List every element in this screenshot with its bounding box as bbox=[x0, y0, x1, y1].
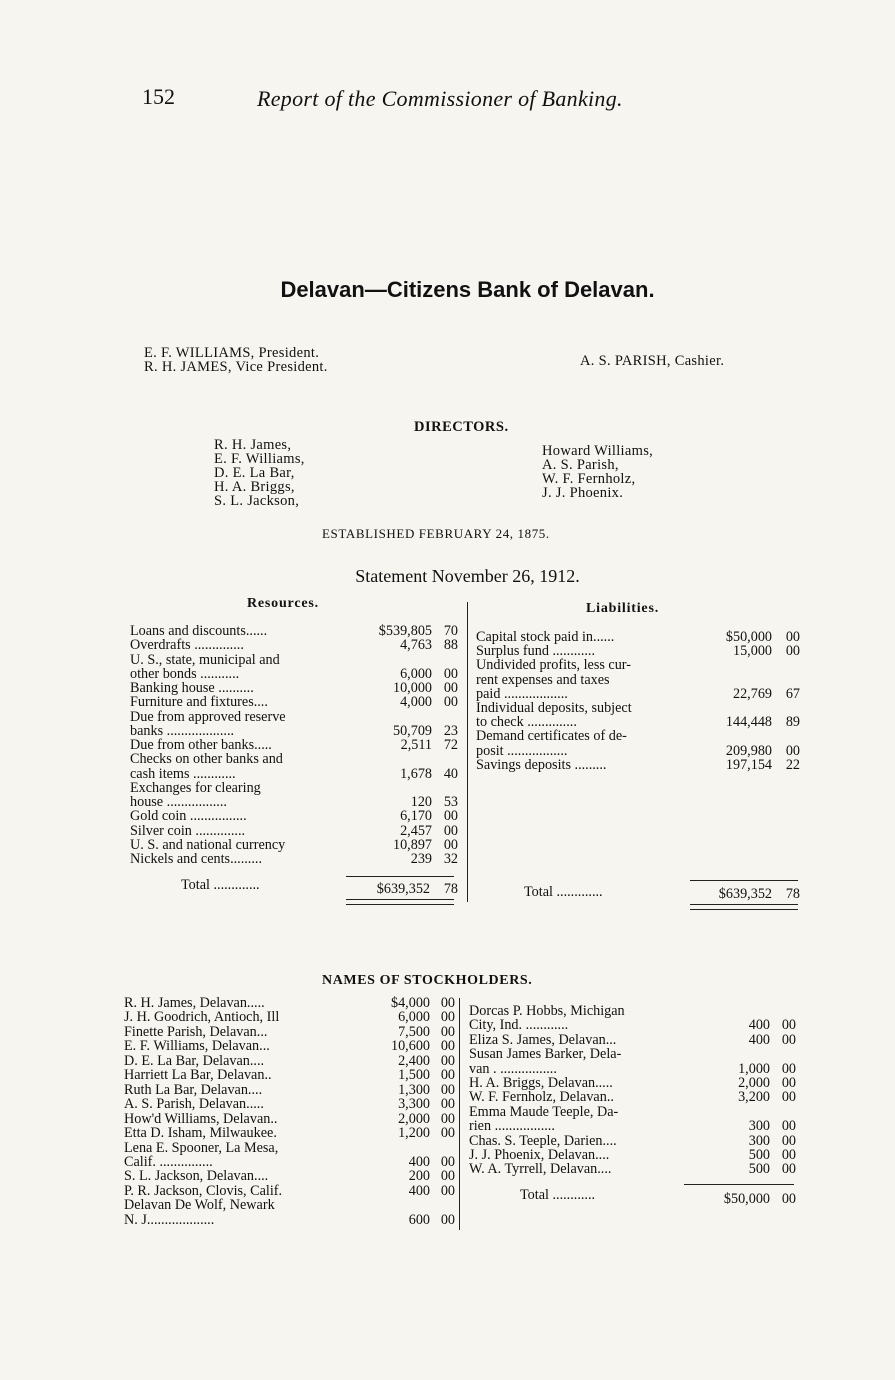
resources-heading: Resources. bbox=[247, 596, 319, 611]
resource-label: U. S. and national currency bbox=[130, 836, 286, 853]
liabilities-heading: Liabilities. bbox=[586, 601, 659, 616]
liability-row bbox=[0, 673, 895, 687]
resource-row bbox=[0, 809, 895, 823]
stockholders-total-amount: $50,000 bbox=[723, 1191, 770, 1207]
resources-total-double-rule bbox=[346, 899, 454, 905]
resource-label: Due from approved reserve bbox=[130, 708, 286, 725]
stockholder-name: Ruth La Bar, Delavan.... bbox=[124, 1081, 263, 1098]
stockholder-name: E. F. Williams, Delavan... bbox=[124, 1038, 270, 1055]
amount-dollars: 10,600 bbox=[390, 1038, 430, 1055]
liabilities-sum-rule bbox=[690, 880, 798, 881]
stockholder-name: Lena E. Spooner, La Mesa, bbox=[124, 1139, 279, 1156]
stockholder-row bbox=[0, 1213, 895, 1227]
resource-label: Silver coin .............. bbox=[130, 822, 246, 839]
amount-dollars: 120 bbox=[410, 794, 432, 810]
amount-cents: 32 bbox=[443, 851, 458, 867]
amount-dollars: 2,457 bbox=[400, 822, 432, 839]
amount-dollars: 1,000 bbox=[738, 1060, 770, 1077]
stockholder-row bbox=[0, 1162, 895, 1176]
resource-label: Due from other banks..... bbox=[130, 737, 272, 753]
stockholder-row bbox=[0, 1076, 895, 1090]
liabilities-total-label: Total ............. bbox=[524, 884, 603, 900]
resource-label: Overdrafts .............. bbox=[130, 637, 244, 654]
resources-total-cents: 78 bbox=[443, 881, 458, 897]
liabilities-total-cents: 78 bbox=[785, 886, 800, 902]
established-date: ESTABLISHED FEBRUARY 24, 1875. bbox=[322, 526, 550, 541]
amount-cents: 00 bbox=[781, 1075, 796, 1091]
liability-row bbox=[0, 744, 895, 758]
stockholder-name: Emma Maude Teeple, Da- bbox=[469, 1103, 619, 1120]
amount-cents: 00 bbox=[440, 1168, 455, 1185]
resource-label: U. S., state, municipal and bbox=[130, 651, 280, 668]
amount-cents: 00 bbox=[781, 1161, 796, 1178]
resource-label: banks ................... bbox=[130, 722, 235, 739]
amount-cents: 22 bbox=[785, 756, 800, 773]
amount-dollars: 2,400 bbox=[398, 1052, 430, 1069]
stockholder-row bbox=[0, 1119, 895, 1133]
director-name: Howard Williams, bbox=[542, 443, 654, 459]
stockholder-name: Finette Parish, Delavan... bbox=[124, 1023, 268, 1040]
amount-cents: 70 bbox=[443, 623, 458, 639]
stockholders-title: NAMES OF STOCKHOLDERS. bbox=[322, 973, 533, 988]
statement-title: Statement November 26, 1912. bbox=[355, 566, 580, 586]
amount-cents: 00 bbox=[440, 1096, 455, 1113]
stockholders-total-label: Total ............ bbox=[520, 1187, 596, 1203]
liabilities-total-amount: $639,352 bbox=[718, 886, 772, 902]
stockholder-row bbox=[0, 1062, 895, 1076]
director-name: D. E. La Bar, bbox=[214, 465, 295, 481]
amount-cents: 89 bbox=[785, 714, 800, 731]
amount-dollars: 15,000 bbox=[732, 643, 772, 660]
amount-cents: 00 bbox=[781, 1118, 796, 1135]
director-name: J. J. Phoenix. bbox=[542, 485, 624, 501]
amount-cents: 00 bbox=[440, 1110, 455, 1127]
amount-cents: 00 bbox=[440, 1052, 455, 1069]
liability-row bbox=[0, 729, 895, 743]
stockholder-row bbox=[0, 1033, 895, 1047]
stockholder-name: rien ................. bbox=[469, 1118, 555, 1135]
stockholder-row bbox=[0, 1018, 895, 1032]
director-name: E. F. Williams, bbox=[214, 451, 305, 467]
amount-cents: 00 bbox=[443, 665, 458, 682]
stockholders-total-cents: 00 bbox=[781, 1191, 796, 1207]
stockholder-row bbox=[0, 1148, 895, 1162]
amount-cents: 88 bbox=[443, 637, 458, 654]
amount-dollars: 300 bbox=[748, 1118, 770, 1135]
amount-cents: 00 bbox=[443, 808, 458, 825]
amount-dollars: 144,448 bbox=[725, 714, 772, 731]
resource-label: Furniture and fixtures.... bbox=[130, 694, 268, 711]
amount-dollars: 400 bbox=[408, 1182, 430, 1199]
amount-dollars: 3,300 bbox=[398, 1096, 430, 1113]
amount-dollars: 1,200 bbox=[398, 1125, 430, 1142]
liability-row bbox=[0, 715, 895, 729]
stockholder-row bbox=[0, 1105, 895, 1119]
resource-label: Loans and discounts...... bbox=[130, 623, 268, 639]
amount-dollars: 500 bbox=[748, 1161, 770, 1178]
stockholder-row bbox=[0, 1134, 895, 1148]
amount-cents: 67 bbox=[785, 685, 800, 702]
amount-dollars: $50,000 bbox=[725, 629, 772, 645]
amount-cents: 00 bbox=[781, 1031, 796, 1048]
amount-dollars: 3,200 bbox=[738, 1089, 770, 1106]
liability-label: paid .................. bbox=[476, 685, 568, 702]
amount-cents: 23 bbox=[443, 722, 458, 739]
stockholder-name: How'd Williams, Delavan.. bbox=[124, 1110, 278, 1127]
stockholder-name: J. J. Phoenix, Delavan.... bbox=[469, 1147, 610, 1163]
resource-row bbox=[0, 795, 895, 809]
liabilities-total-double-rule bbox=[690, 904, 798, 910]
officer-vice-president: R. H. JAMES, Vice President. bbox=[144, 359, 328, 375]
resource-label: other bonds ........... bbox=[130, 665, 240, 682]
liability-row bbox=[0, 644, 895, 658]
amount-cents: 00 bbox=[440, 1125, 455, 1142]
amount-dollars: 197,154 bbox=[725, 756, 772, 773]
stockholder-name: Chas. S. Teeple, Darien.... bbox=[469, 1132, 617, 1149]
page-number: 152 bbox=[142, 84, 175, 109]
stockholder-name: P. R. Jackson, Clovis, Calif. bbox=[124, 1182, 283, 1199]
liability-label: Demand certificates of de- bbox=[476, 728, 627, 745]
amount-dollars: 400 bbox=[748, 1017, 770, 1034]
stockholder-name: Eliza S. James, Delavan... bbox=[469, 1031, 617, 1048]
stockholder-name: Delavan De Wolf, Newark bbox=[124, 1197, 275, 1214]
amount-cents: 00 bbox=[781, 1147, 796, 1163]
amount-cents: 00 bbox=[781, 1132, 796, 1149]
stockholder-name: H. A. Briggs, Delavan..... bbox=[469, 1075, 613, 1091]
amount-cents: 53 bbox=[443, 794, 458, 810]
amount-dollars: 22,769 bbox=[732, 685, 772, 702]
stockholder-name: J. H. Goodrich, Antioch, Ill bbox=[124, 1009, 280, 1026]
running-title: Report of the Commissioner of Banking. bbox=[257, 86, 623, 111]
liability-label: Undivided profits, less cur- bbox=[476, 657, 631, 674]
director-name: W. F. Fernholz, bbox=[542, 471, 636, 487]
stockholder-row bbox=[0, 1090, 895, 1104]
amount-cents: 00 bbox=[440, 1009, 455, 1026]
amount-cents: 00 bbox=[440, 995, 455, 1011]
amount-dollars: 1,678 bbox=[400, 765, 432, 782]
stockholder-name: R. H. James, Delavan..... bbox=[124, 995, 265, 1011]
resource-label: Banking house .......... bbox=[130, 680, 254, 696]
stockholder-name: N. J................... bbox=[124, 1211, 215, 1228]
amount-dollars: $4,000 bbox=[390, 995, 430, 1011]
amount-dollars: 7,500 bbox=[398, 1023, 430, 1040]
resources-sum-rule bbox=[346, 876, 454, 877]
officer-president: E. F. WILLIAMS, President. bbox=[144, 345, 320, 361]
director-name: A. S. Parish, bbox=[542, 457, 619, 473]
stockholder-name: A. S. Parish, Delavan..... bbox=[124, 1096, 264, 1113]
stockholder-name: Calif. ............... bbox=[124, 1153, 213, 1170]
amount-dollars: 6,000 bbox=[398, 1009, 430, 1026]
stockholder-name: Susan James Barker, Dela- bbox=[469, 1046, 622, 1063]
stockholder-name: Harriett La Bar, Delavan.. bbox=[124, 1067, 272, 1084]
resource-label: Nickels and cents......... bbox=[130, 851, 262, 867]
amount-cents: 00 bbox=[443, 836, 458, 853]
liability-row bbox=[0, 630, 895, 644]
officer-cashier: A. S. PARISH, Cashier. bbox=[580, 353, 725, 369]
amount-dollars: 2,000 bbox=[398, 1110, 430, 1127]
amount-dollars: 50,709 bbox=[392, 722, 432, 739]
amount-dollars: 400 bbox=[748, 1031, 770, 1048]
resource-label: Exchanges for clearing bbox=[130, 779, 261, 796]
resource-label: cash items ............ bbox=[130, 765, 236, 782]
amount-dollars: 2,000 bbox=[738, 1075, 770, 1091]
resources-total-amount: $639,352 bbox=[376, 881, 430, 897]
amount-dollars: 500 bbox=[748, 1147, 770, 1163]
resources-total-label: Total ............. bbox=[181, 877, 260, 893]
liability-label: rent expenses and taxes bbox=[476, 671, 610, 688]
bank-title: Delavan—Citizens Bank of Delavan. bbox=[280, 277, 655, 302]
director-name: H. A. Briggs, bbox=[214, 479, 295, 495]
liability-label: Savings deposits ......... bbox=[476, 756, 607, 773]
liability-label: to check .............. bbox=[476, 714, 577, 731]
amount-cents: 00 bbox=[440, 1153, 455, 1170]
liability-row bbox=[0, 658, 895, 672]
amount-cents: 00 bbox=[440, 1182, 455, 1199]
resource-row bbox=[0, 824, 895, 838]
liability-label: posit ................. bbox=[476, 742, 568, 759]
directors-title: DIRECTORS. bbox=[414, 419, 509, 435]
resource-row bbox=[0, 838, 895, 852]
director-name: S. L. Jackson, bbox=[214, 493, 300, 509]
amount-cents: 00 bbox=[443, 680, 458, 696]
resource-label: Checks on other banks and bbox=[130, 751, 283, 768]
amount-cents: 00 bbox=[443, 694, 458, 711]
amount-cents: 00 bbox=[785, 742, 800, 759]
amount-dollars: 2,511 bbox=[400, 737, 432, 753]
stockholder-name: W. F. Fernholz, Delavan.. bbox=[469, 1089, 614, 1106]
liability-row bbox=[0, 687, 895, 701]
liability-row bbox=[0, 758, 895, 772]
amount-dollars: 4,763 bbox=[400, 637, 432, 654]
stockholder-name: W. A. Tyrrell, Delavan.... bbox=[469, 1161, 612, 1178]
amount-cents: 00 bbox=[443, 822, 458, 839]
amount-dollars: 600 bbox=[408, 1211, 430, 1228]
stockholder-name: S. L. Jackson, Delavan.... bbox=[124, 1168, 269, 1185]
amount-cents: 00 bbox=[781, 1089, 796, 1106]
amount-dollars: 10,000 bbox=[392, 680, 432, 696]
stockholder-name: van . ................ bbox=[469, 1060, 557, 1077]
liability-label: Capital stock paid in...... bbox=[476, 629, 615, 645]
stockholder-name: Dorcas P. Hobbs, Michigan bbox=[469, 1003, 625, 1019]
amount-dollars: 1,500 bbox=[398, 1067, 430, 1084]
amount-cents: 40 bbox=[443, 765, 458, 782]
resource-label: house ................. bbox=[130, 794, 227, 810]
amount-cents: 00 bbox=[440, 1038, 455, 1055]
amount-dollars: 239 bbox=[410, 851, 432, 867]
amount-cents: 00 bbox=[440, 1081, 455, 1098]
director-name: R. H. James, bbox=[214, 437, 292, 453]
liability-label: Surplus fund ............ bbox=[476, 643, 596, 660]
amount-cents: 00 bbox=[440, 1067, 455, 1084]
amount-dollars: 200 bbox=[408, 1168, 430, 1185]
resource-label: Gold coin ................ bbox=[130, 808, 247, 825]
stockholders-sum-rule bbox=[684, 1184, 794, 1185]
stockholder-row bbox=[0, 1047, 895, 1061]
amount-cents: 00 bbox=[440, 1023, 455, 1040]
amount-cents: 00 bbox=[781, 1060, 796, 1077]
liability-label: Individual deposits, subject bbox=[476, 700, 632, 716]
amount-dollars: $539,805 bbox=[378, 623, 432, 639]
amount-dollars: 209,980 bbox=[725, 742, 772, 759]
amount-dollars: 6,000 bbox=[400, 665, 432, 682]
stockholder-name: Etta D. Isham, Milwaukee. bbox=[124, 1125, 277, 1142]
stockholder-name: D. E. La Bar, Delavan.... bbox=[124, 1052, 265, 1069]
amount-cents: 00 bbox=[785, 629, 800, 645]
resource-row bbox=[0, 781, 895, 795]
amount-dollars: 300 bbox=[748, 1132, 770, 1149]
amount-cents: 00 bbox=[781, 1017, 796, 1034]
amount-cents: 00 bbox=[785, 643, 800, 660]
amount-dollars: 4,000 bbox=[400, 694, 432, 711]
stockholder-name: City, Ind. ............ bbox=[469, 1017, 569, 1034]
resource-row bbox=[0, 852, 895, 866]
amount-dollars: 10,897 bbox=[392, 836, 432, 853]
stockholder-row bbox=[0, 1004, 895, 1018]
amount-dollars: 1,300 bbox=[398, 1081, 430, 1098]
amount-dollars: 6,170 bbox=[400, 808, 432, 825]
amount-cents: 72 bbox=[443, 737, 458, 753]
amount-dollars: 400 bbox=[408, 1153, 430, 1170]
amount-cents: 00 bbox=[440, 1211, 455, 1228]
liability-row bbox=[0, 701, 895, 715]
